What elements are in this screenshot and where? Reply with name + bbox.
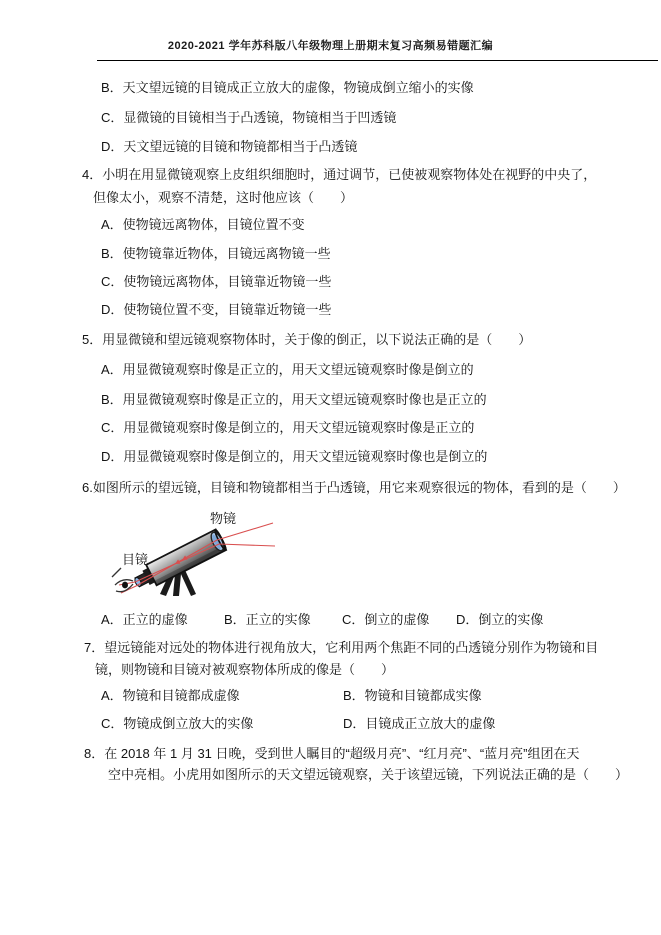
q7-option-d: D．目镜成正立放大的虚像 [343,716,496,731]
q5-option-b: B．用显微镜观察时像是正立的，用天文望远镜观察时像也是正立的 [101,392,487,407]
q6-option-c: C．倒立的虚像 [342,612,430,627]
q5-option-a: A．用显微镜观察时像是正立的，用天文望远镜观察时像是倒立的 [101,362,474,377]
q5-option-c: C．用显微镜观察时像是倒立的，用天文望远镜观察时像是正立的 [101,420,475,435]
q3-option-b: B．天文望远镜的目镜成正立放大的虚像，物镜成倒立缩小的实像 [101,80,474,95]
q8-stem-line2: 空中亮相。小虎用如图所示的天文望远镜观察，关于该望远镜，下列说法正确的是（ ） [108,767,629,782]
q4-option-d: D．使物镜位置不变，目镜靠近物镜一些 [101,302,332,317]
q8-stem-line1: 8．在 2018 年 1 月 31 日晚，受到世人瞩目的“超级月亮”、“红月亮”、“蓝月亮”组团在天 [84,746,580,761]
q6-option-d: D．倒立的实像 [456,612,544,627]
q5-stem: 5．用显微镜和望远镜观察物体时，关于像的倒正，以下说法正确的是（ ） [82,332,532,347]
q7-stem-line2: 镜，则物镜和目镜对被观察物体所成的像是（ ） [95,662,395,677]
q4-option-b: B．使物镜靠近物体，目镜远离物镜一些 [101,246,331,261]
q5-option-d: D．用显微镜观察时像是倒立的，用天文望远镜观察时像也是倒立的 [101,449,488,464]
eye-icon [112,568,133,592]
q6-option-a: A．正立的虚像 [101,612,188,627]
q3-option-d: D．天文望远镜的目镜和物镜都相当于凸透镜 [101,139,358,154]
q6-stem: 6.如图所示的望远镜，目镜和物镜都相当于凸透镜，用它来观察很远的物体，看到的是（ ） [82,480,626,495]
q7-option-a: A．物镜和目镜都成虚像 [101,688,240,703]
q7-option-c: C．物镜成倒立放大的实像 [101,716,254,731]
header-rule [97,60,658,61]
q4-option-a: A．使物镜远离物体，目镜位置不变 [101,217,305,232]
telescope-illustration [85,498,280,612]
q6-option-b: B．正立的实像 [224,612,311,627]
eyepiece-label: 目镜 [122,552,149,567]
objective-label: 物镜 [210,511,237,526]
q4-option-c: C．使物镜远离物体，目镜靠近物镜一些 [101,274,332,289]
q4-stem-line2: 但像太小，观察不清楚，这时他应该（ ） [93,190,354,205]
q4-stem-line1: 4．小明在用显微镜观察上皮组织细胞时，通过调节，已使被观察物体处在视野的中央了， [82,167,597,182]
page-header-title: 2020-2021 学年苏科版八年级物理上册期末复习高频易错题汇编 [167,40,494,52]
q7-stem-line1: 7．望远镜能对远处的物体进行视角放大，它利用两个焦距不同的凸透镜分别作为物镜和目 [84,640,599,655]
q3-option-c: C．显微镜的目镜相当于凸透镜，物镜相当于凹透镜 [101,110,397,125]
q7-option-b: B．物镜和目镜都成实像 [343,688,482,703]
